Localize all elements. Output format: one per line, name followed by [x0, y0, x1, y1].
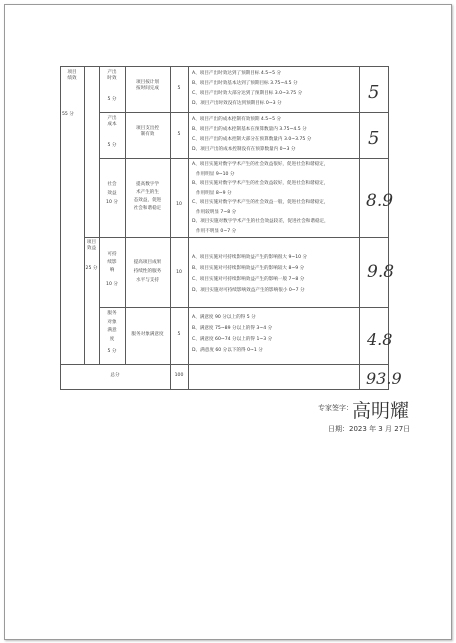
subcategory-label-line2: 效益	[86, 246, 97, 252]
date-year: 2023	[349, 425, 367, 433]
expert-score: 9.8	[367, 262, 395, 282]
subcategory-score: 25 分	[85, 265, 98, 271]
weight-cell: 5	[177, 332, 181, 337]
date-label: 日期：	[328, 425, 349, 433]
subcategory-label-line1: 项目	[86, 240, 97, 245]
indicator-cell: 产出 时效 5 分	[107, 70, 117, 102]
weight-cell: 10	[176, 270, 182, 275]
category-label-line1: 项目	[67, 70, 77, 75]
criteria-cell: A、项目实施对可持续影响效益产生的影响很大 9~10 分 B、项目实施对可持续影响效益产生的影响较大 8~9 分 C、项目实施对可持续影响效益产生的影响一般 7~8 分 D、项目实施对可持续影响效益产生的影响很小 0~7 分	[192, 255, 308, 293]
standard-cell: 项目支出控 制有效	[136, 126, 159, 138]
date-day: 27	[394, 425, 404, 433]
expert-score: 4.8	[367, 330, 393, 349]
expert-score: 5	[368, 82, 380, 103]
weight-cell: 5	[177, 86, 181, 91]
criteria-cell: A、项目产出时效达到了预期目标 4.5~5 分 B、项目产出时效基本达到了预期目标 3.75~4.5 分 C、项目产出时效大部分达到了预期目标 3.0~3.75 分 D、项目产出时效没有达到预期目标 0~3 分	[192, 71, 303, 106]
standard-cell: 提高项目成果 持续性的服务 水平与支持	[133, 260, 162, 283]
signature-label: 专家签字：	[318, 404, 353, 412]
standard-cell: 提高数字学 术产生的生 态效益，促进 社会和谐稳定	[133, 182, 162, 211]
criteria-cell: A、项目实施对数字学术产生的社会效益很好，促进社会和谐稳定， 作用明显 9~10 分 B、项目实施对数字学术产生的社会效益较好，促进社会和谐稳定， 作用明显 8~9 分 C、项目实施对数字学术产生的社会效益一般，促进社会和谐稳定， 作用较明显 7~8 分 D、项目实施对数字学术产生的社会效益较差，促进社会和谐稳定， 作用不明显 0~7 分	[192, 162, 329, 234]
expert-score: 8.9	[366, 191, 394, 211]
standard-cell: 服务对象满意度	[131, 332, 164, 337]
category-label-line2: 绩效	[67, 76, 77, 82]
date-line: 日期：2023 年 3 月 27日	[328, 425, 411, 433]
weight-cell: 5	[177, 132, 181, 137]
category-score: 55 分	[62, 112, 74, 117]
indicator-cell: 社会 效益 10 分	[106, 182, 118, 205]
criteria-cell: A、满意度 90 分以上的得 5 分 B、满意度 75~89 分以上的得 3~4 分 C、满意度 60~74 分以上的得 1~3 分 D、满意度 60 分以下的得 0~1 分	[192, 315, 273, 353]
standard-cell: 项目按计划 按时间完成	[136, 80, 159, 92]
total-score: 93.9	[366, 369, 402, 388]
total-weight: 100	[174, 373, 184, 378]
criteria-cell: A、项目产出的成本控制有效预期 4.5~5 分 B、项目产出的成本控制基本在预算数量内 3.75~4.5 分 C、项目产出的成本控制大部分在预算数量内 3.0~3.75 分 D、项目产出的成本控制没有在预算数量内 0~3 分	[192, 117, 312, 152]
indicator-cell: 可持 续影 响 10 分	[106, 252, 118, 287]
expert-score: 5	[368, 128, 380, 149]
total-label: 总分	[110, 373, 120, 378]
expert-signature: 高明耀	[352, 400, 410, 422]
weight-cell: 10	[176, 202, 182, 207]
indicator-cell: 服务 对象 满意 度 5 分	[107, 311, 117, 354]
date-month: 3	[378, 425, 383, 433]
indicator-cell: 产出 成本 5 分	[107, 116, 117, 148]
